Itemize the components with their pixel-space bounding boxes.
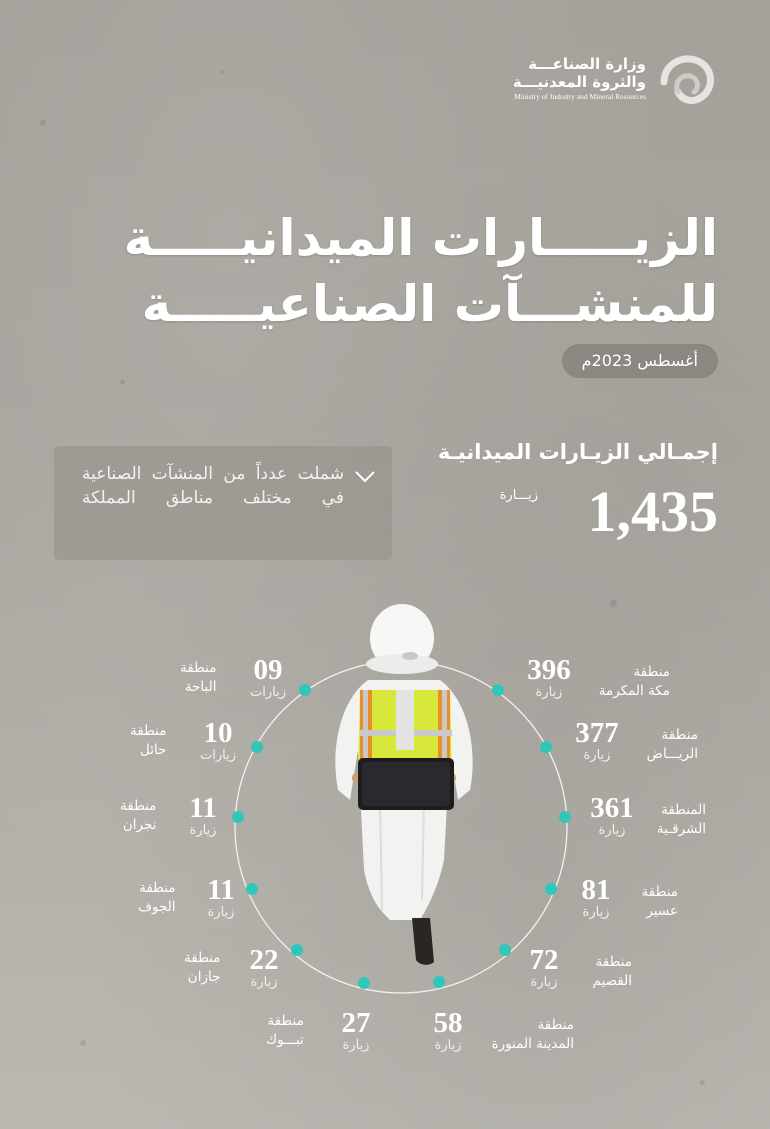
region-unit: زيارة [535, 685, 563, 700]
region-dot [358, 977, 370, 989]
title-line-2: للمنشـــآت الصناعيـــــة [141, 275, 718, 333]
title-line-1: الزيـــــارات الميدانيـــــة [123, 209, 718, 267]
region-label: منطقة نجران [120, 798, 157, 833]
inspector-figure-image [320, 600, 490, 970]
region-dot [492, 684, 504, 696]
region-count: 396 [527, 654, 571, 686]
region-dot [291, 944, 303, 956]
region-dot [545, 883, 557, 895]
region-count: 58 [433, 1007, 463, 1039]
region-count: 361 [590, 792, 634, 824]
total-visits-unit: زيـــارة [499, 488, 538, 503]
region-unit: زيارة [207, 905, 235, 920]
region-count: 11 [207, 874, 235, 906]
date-badge: أغسطس 2023م [562, 344, 718, 378]
region-unit: زيارة [342, 1038, 370, 1053]
region-dot [540, 741, 552, 753]
region-dot [559, 811, 571, 823]
region-label: منطقة الباحة [180, 660, 217, 695]
region-unit: زيارات [200, 748, 236, 763]
region-label: منطقة الريـــاض [646, 727, 698, 762]
region-dot [499, 944, 511, 956]
region-label: منطقة المدينة المنورة [491, 1017, 574, 1052]
region-unit: زيارة [250, 975, 278, 990]
region-count: 09 [253, 654, 283, 686]
region-unit: زيارة [583, 748, 611, 763]
region-label: منطقة القصيم [592, 954, 632, 989]
region-label: المنطقة الشرقـية [656, 802, 706, 837]
region-unit: زيارة [530, 975, 558, 990]
region-count: 22 [249, 944, 279, 976]
coverage-note-text: شملت عدداً من المنشآت الصناعية في مختلف مناطق المملكة [82, 464, 344, 508]
region-label: منطقة الجوف [138, 880, 176, 915]
region-unit: زيارة [598, 823, 626, 838]
region-dot [251, 741, 263, 753]
region-count: 72 [529, 944, 559, 976]
region-label: منطقة جازان [184, 950, 221, 985]
total-visits-label: إجمـالي الزيـارات الميدانيـة [437, 440, 718, 464]
region-dot [246, 883, 258, 895]
region-dot [299, 684, 311, 696]
region-count: 27 [341, 1007, 371, 1039]
region-dot [433, 976, 445, 988]
region-label: منطقة عسير [641, 884, 678, 919]
region-unit: زيارة [189, 823, 217, 838]
region-label: منطقة حائل [130, 723, 167, 758]
region-label: منطقة تبـــوك [266, 1013, 304, 1048]
region-count: 81 [581, 874, 611, 906]
region-count: 10 [203, 717, 233, 749]
region-unit: زيارة [582, 905, 610, 920]
region-unit: زيارة [434, 1038, 462, 1053]
region-dot [232, 811, 244, 823]
region-count: 11 [189, 792, 217, 824]
region-count: 377 [575, 717, 619, 749]
logo-name-ar-line1: وزارة الصناعـــة [528, 55, 646, 74]
region-unit: زيارات [250, 685, 286, 700]
logo-name-ar-line2: والثروة المعدنيـــة [512, 72, 646, 91]
total-visits-value: 1,435 [587, 479, 718, 544]
region-label: منطقة مكة المكرمة [598, 664, 670, 699]
logo-name-en: Ministry of Industry and Mineral Resources [514, 91, 646, 101]
